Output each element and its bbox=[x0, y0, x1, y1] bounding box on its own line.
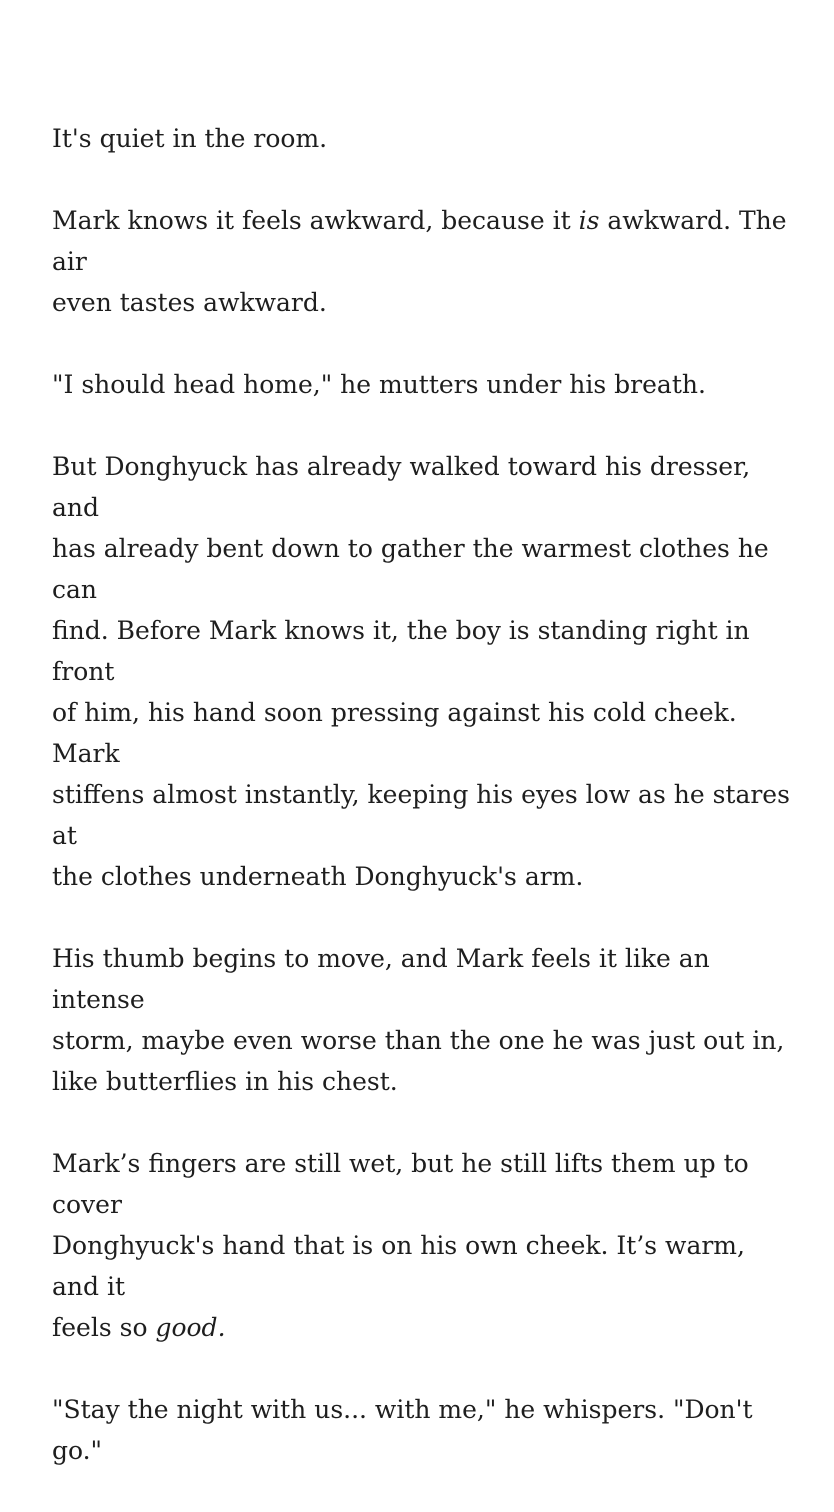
paragraph-2-emphasis: is bbox=[578, 206, 600, 235]
story-text bbox=[52, 118, 792, 1512]
paragraph-2-text-end: awkward. The air even tastes awkward. bbox=[52, 206, 787, 317]
paragraph-6-text: Mark’s fingers are still wet, but he still lifts them up to cover Donghyuck's hand that is on his own cheek. It’s warm, and it feels so bbox=[52, 1149, 749, 1342]
paragraph-7: "Stay the night with us... with me," he whispers. "Don't go." bbox=[52, 1395, 761, 1465]
paragraph-4: But Donghyuck has already walked toward his dresser, and has already bent down to gather the warmest clothes he can find. Before Mark knows it, the boy is standing right in front of him, his hand soon pressing against his cold cheek. Mark stiffens almost instantly, keeping his eyes low as he stares at the clothes underneath Donghyuck's arm. bbox=[52, 452, 790, 891]
paragraph-3: "I should head home," he mutters under his breath. bbox=[52, 370, 706, 399]
paragraph-6-emphasis: good. bbox=[155, 1313, 226, 1342]
paragraph-2 bbox=[52, 200, 792, 323]
paragraph-2-text-start: Mark knows it feels awkward, because it bbox=[52, 206, 579, 235]
paragraph-5: His thumb begins to move, and Mark feels it like an intense storm, maybe even worse than the one he was just out in, like butterflies in his chest. bbox=[52, 944, 785, 1096]
paragraph-6 bbox=[52, 1143, 792, 1348]
paragraph-1: It's quiet in the room. bbox=[52, 124, 328, 153]
